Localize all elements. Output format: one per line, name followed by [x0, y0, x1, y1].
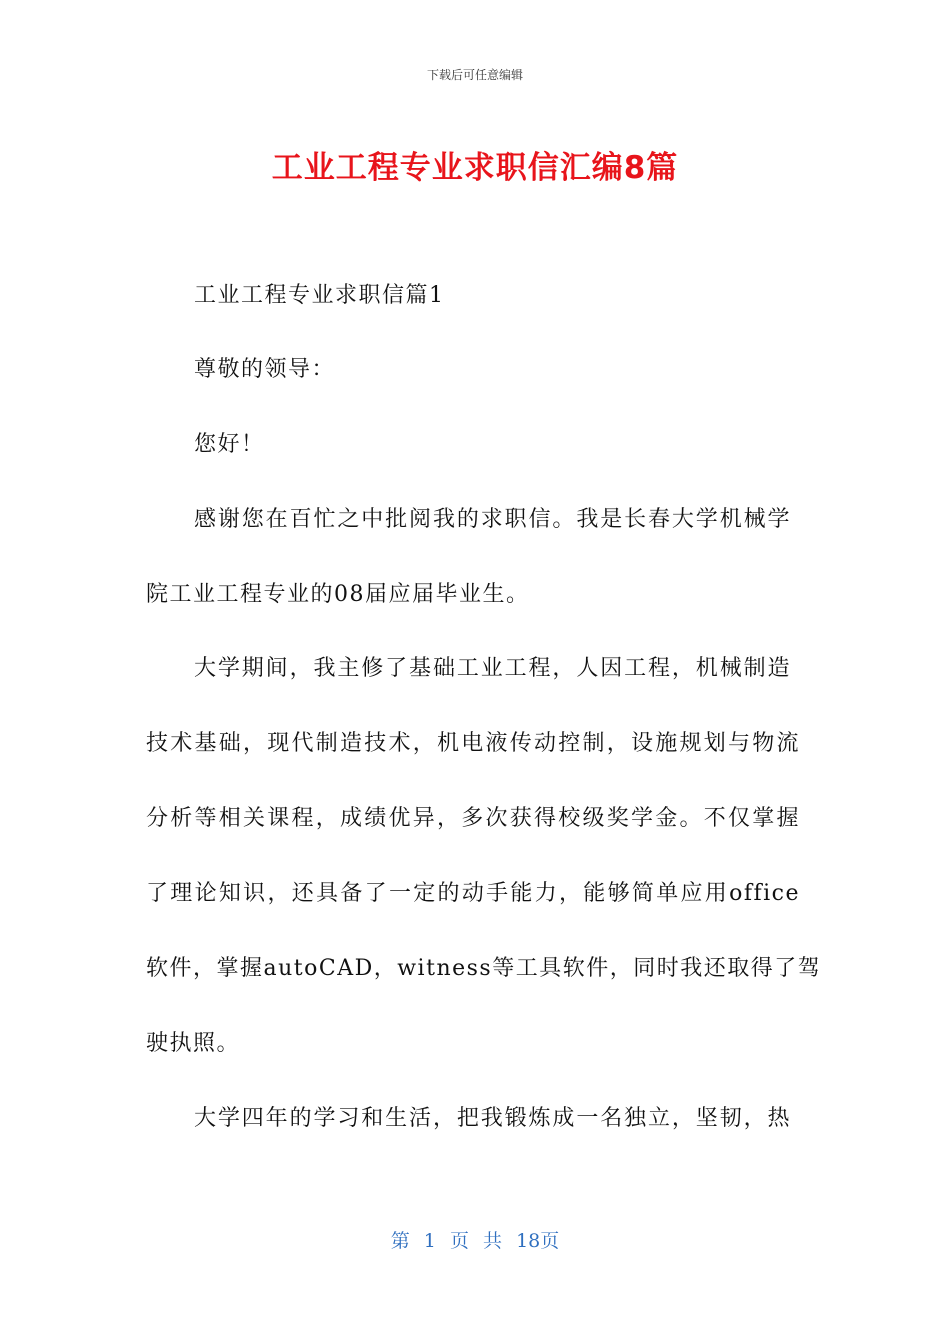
paragraph-line: 了理论知识，还具备了一定的动手能力，能够简单应用office: [146, 881, 800, 906]
paragraph-line: 分析等相关课程，成绩优异，多次获得校级奖学金。不仅掌握: [146, 806, 800, 831]
greeting: 您好！: [194, 432, 265, 457]
paragraph-line: 大学四年的学习和生活，把我锻炼成一名独立，坚韧，热: [194, 1106, 791, 1131]
page-footer: [0, 1226, 950, 1253]
footer-total-label: 共: [483, 1230, 503, 1252]
paragraph-line: 驶执照。: [146, 1031, 241, 1056]
footer-prefix: 第: [390, 1230, 410, 1252]
document-title: 工业工程专业求职信汇编8篇: [271, 150, 679, 186]
footer-current-page: 1: [423, 1230, 436, 1252]
salutation: 尊敬的领导：: [194, 357, 336, 382]
footer-total-pages: 18页: [516, 1230, 560, 1252]
header-note: 下载后可任意编辑: [426, 68, 523, 82]
paragraph-line: 软件，掌握autoCAD，witness等工具软件，同时我还取得了驾: [146, 956, 822, 981]
paragraph-line: 大学期间，我主修了基础工业工程，人因工程，机械制造: [194, 656, 791, 681]
section-heading: 工业工程专业求职信篇1: [194, 283, 445, 308]
paragraph-line: 感谢您在百忙之中批阅我的求职信。我是长春大学机械学: [194, 507, 791, 532]
paragraph-line: 技术基础，现代制造技术，机电液传动控制，设施规划与物流: [146, 731, 800, 756]
paragraph-line: 院工业工程专业的08届应届毕业生。: [146, 582, 530, 607]
footer-page-label: 页: [449, 1230, 469, 1252]
